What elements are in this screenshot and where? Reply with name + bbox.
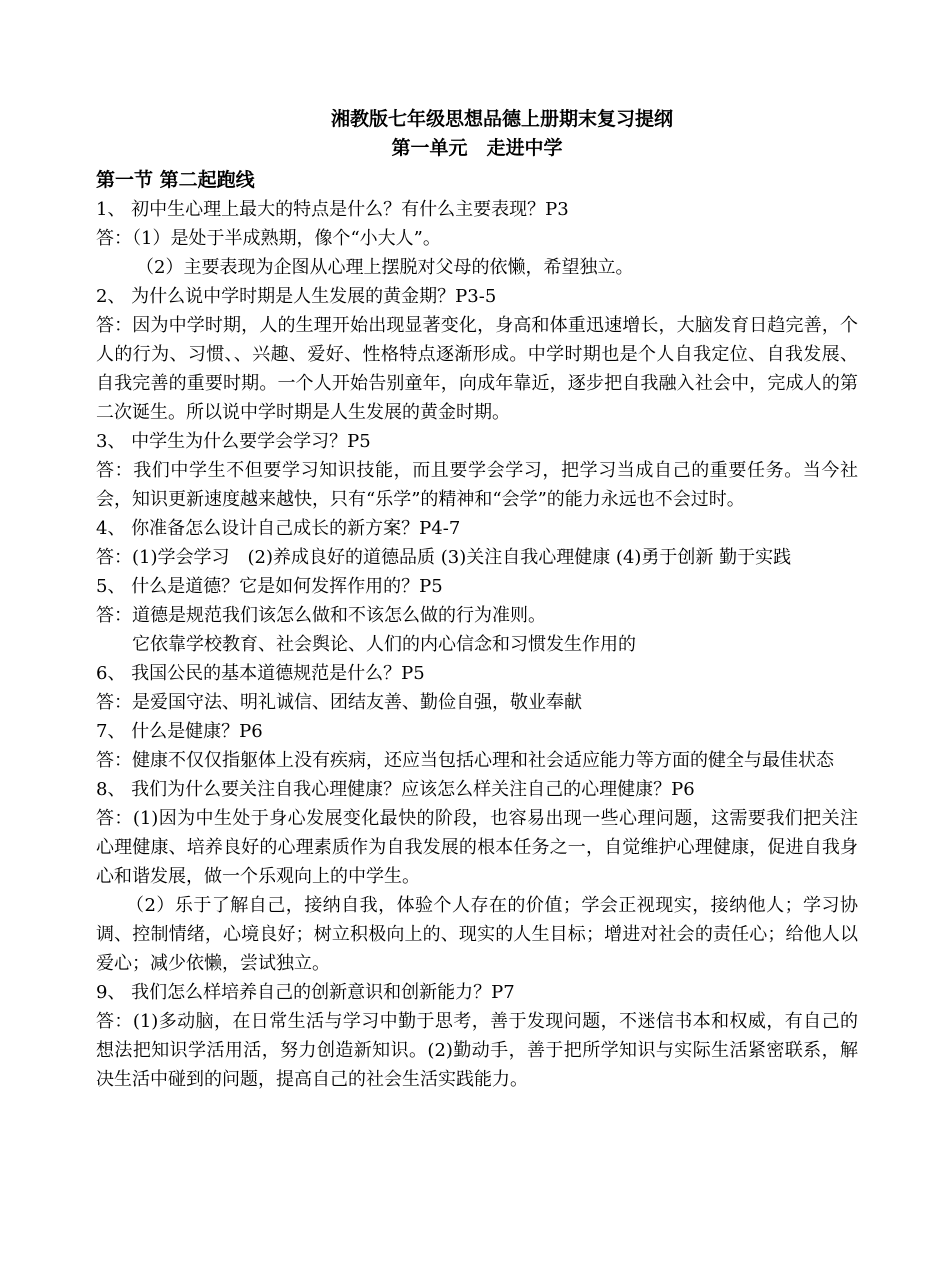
answer-5-cont: 它依靠学校教育、社会舆论、人们的内心信念和习惯发生作用的 [132,634,636,655]
section-heading: 第一节 第二起跑线 [96,169,255,191]
answer-1-cont: （2）主要表现为企图从心理上摆脱对父母的依懒，希望独立。 [136,257,634,278]
unit-title: 第一单元 走进中学 [391,137,563,159]
question-9: 9、 我们怎么样培养自己的创新意识和创新能力？P7 [96,982,515,1003]
document-title: 湘教版七年级思想品德上册期末复习提纲 [330,108,673,130]
answer-6: 答：是爱国守法、明礼诚信、团结友善、勤俭自强，敬业奉献 [96,692,582,713]
answer-1: 答：（1）是处于半成熟期，像个“小大人”。 [96,228,441,249]
answer-2: 答：因为中学时期，人的生理开始出现显著变化，身高和体重迅速增长，大脑发育日趋完善，个人的行为、习惯、、兴趣、爱好、性格特点逐渐形成。中学时期也是个人自我定位、自我发展、自我完善的重要时期。一个人开始告别童年，向成年靠近，逐步把自我融入社会中，完成人的第二次诞生。所以说中学时期是人生发展的黄金时期。 [96,315,858,423]
question-1: 1、 初中生心理上最大的特点是什么？有什么主要表现？P3 [96,199,569,220]
answer-9: 答：(1)多动脑，在日常生活与学习中勤于思考，善于发现问题，不迷信书本和权威，有自己的想法把知识学活用活，努力创造新知识。(2)勤动手，善于把所学知识与实际生活紧密联系，解决生活中碰到的问题，提高自己的社会生活实践能力。 [96,1011,858,1090]
answer-5: 答：道德是规范我们该怎么做和不该怎么做的行为准则。 [96,605,546,626]
question-8: 8、 我们为什么要关注自我心理健康？应该怎么样关注自己的心理健康？P6 [96,779,695,800]
question-2: 2、 为什么说中学时期是人生发展的黄金期？P3-5 [96,286,497,307]
question-7: 7、 什么是健康？P6 [96,721,263,742]
answer-7: 答：健康不仅仅指躯体上没有疾病，还应当包括心理和社会适应能力等方面的健全与最佳状态 [96,750,834,771]
answer-3: 答：我们中学生不但要学习知识技能，而且要学会学习，把学习当成自己的重要任务。当今社会，知识更新速度越来越快，只有“乐学”的精神和“会学”的能力永远也不会过时。 [96,460,858,510]
question-6: 6、 我国公民的基本道德规范是什么？P5 [96,663,425,684]
document-page [96,105,858,1094]
answer-4: 答：(1)学会学习 (2)养成良好的道德品质 (3)关注自我心理健康 (4)勇于创新 勤于实践 [96,547,792,568]
question-4: 4、 你准备怎么设计自己成长的新方案？P4-7 [96,518,461,539]
answer-8-cont: （2）乐于了解自己，接纳自我，体验个人存在的价值；学会正视现实，接纳他人；学习协调、控制情绪，心境良好；树立积极向上的、现实的人生目标；增进对社会的责任心；给他人以爱心；减少依懒，尝试独立。 [96,895,858,974]
question-5: 5、 什么是道德？它是如何发挥作用的？P5 [96,576,443,597]
question-3: 3、 中学生为什么要学会学习？P5 [96,431,371,452]
answer-8: 答：(1)因为中生处于身心发展变化最快的阶段，也容易出现一些心理问题，这需要我们把关注心理健康、培养良好的心理素质作为自我发展的根本任务之一，自觉维护心理健康，促进自我身心和谐发展，做一个乐观向上的中学生。 [96,808,858,887]
